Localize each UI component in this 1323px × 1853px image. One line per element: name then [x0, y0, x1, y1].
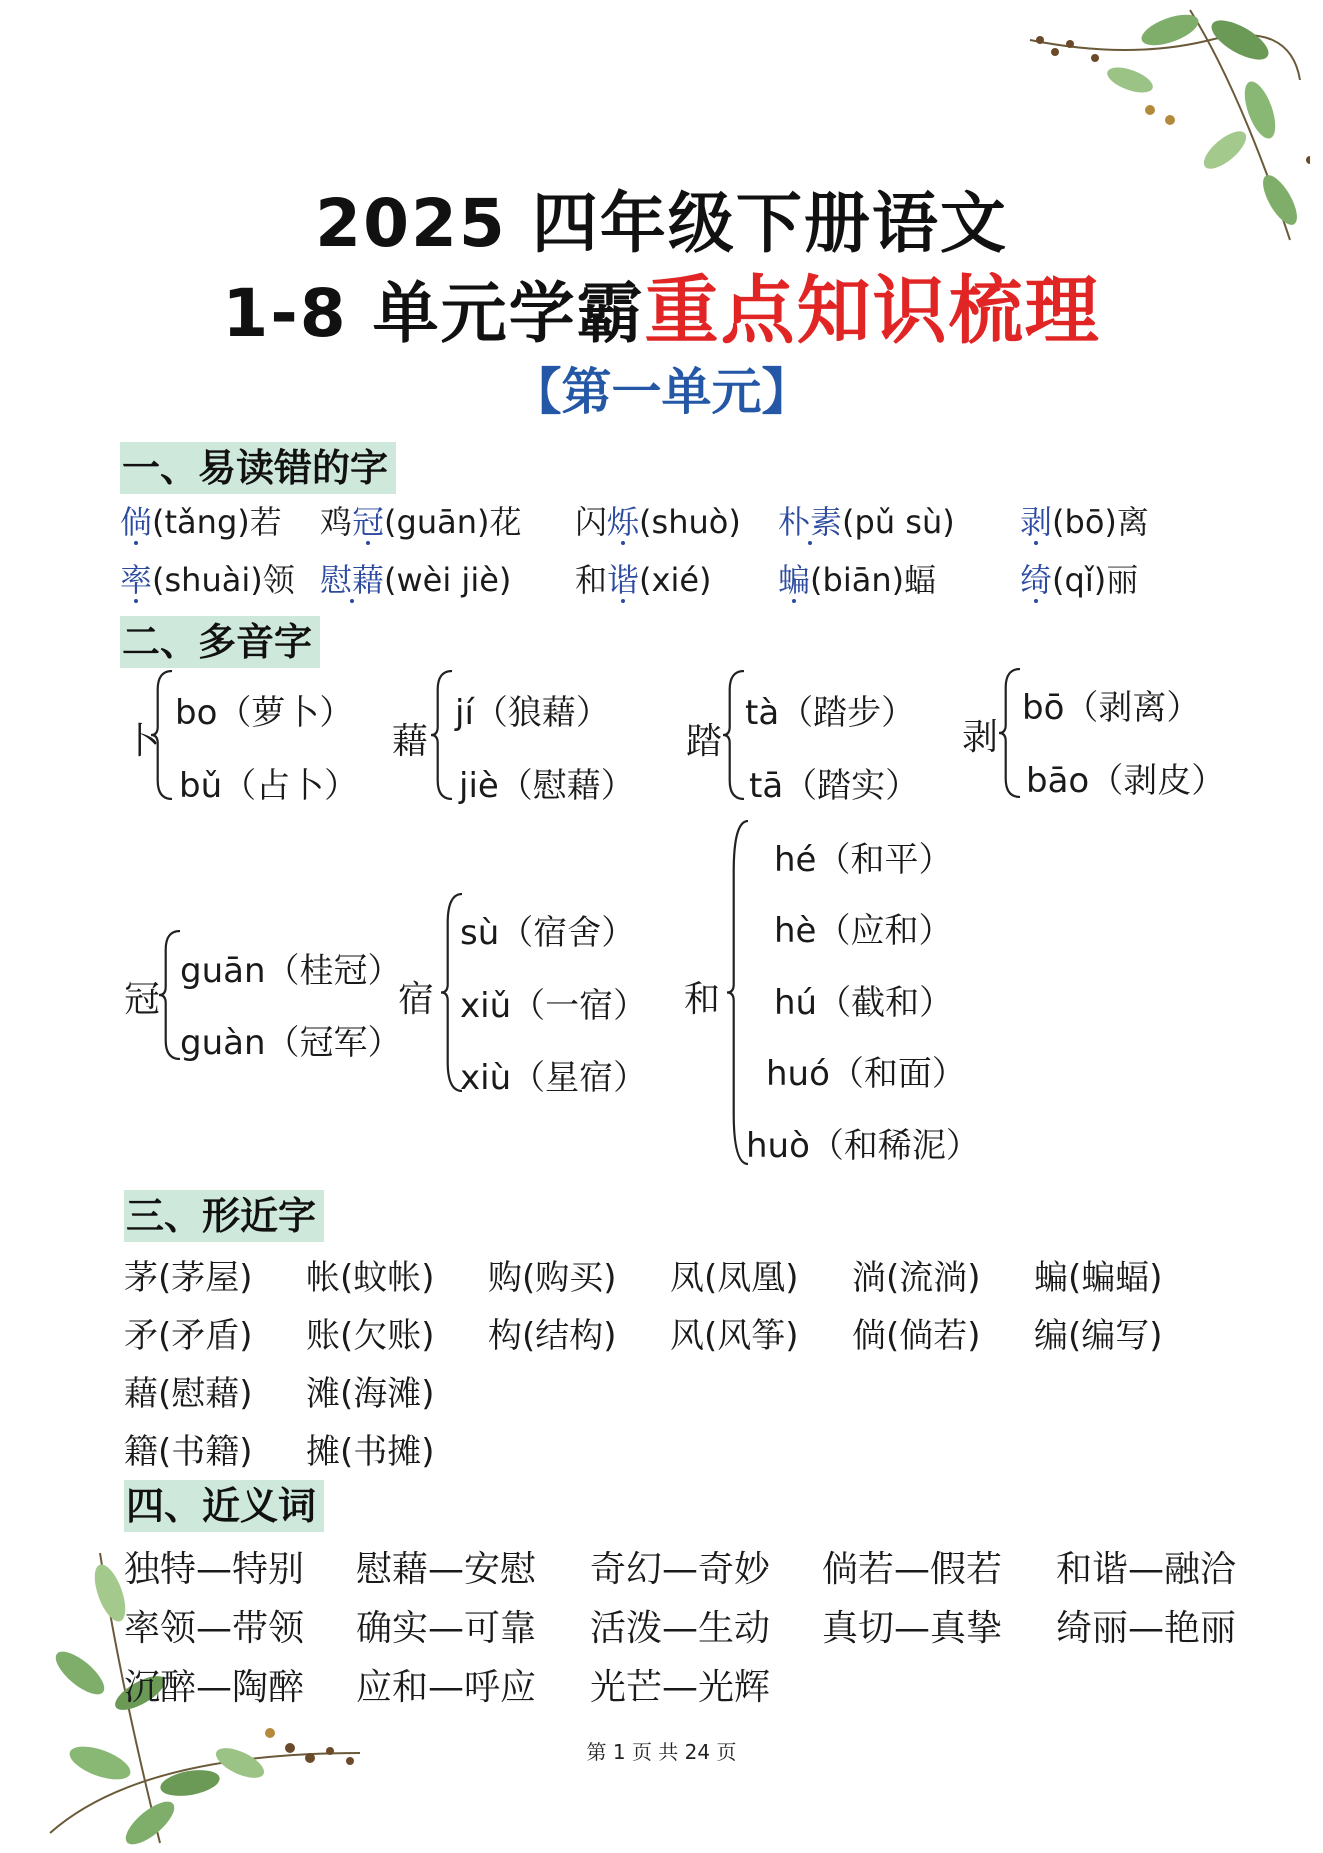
easy-word-item [1020, 560, 1138, 600]
word-suffix: 花 [489, 503, 522, 541]
polyphone-char: 和 [684, 979, 721, 1020]
similar-char-item: 风(风筝) [670, 1316, 799, 1356]
word-prefix: 闪 [575, 503, 608, 541]
synonym-pair: 独特—特别 [124, 1549, 305, 1590]
polyphone-reading: guān（桂冠） [180, 951, 402, 991]
polyphone-reading: bāo（剥皮） [1026, 761, 1226, 801]
word-suffix: 若 [249, 503, 282, 541]
curly-brace-icon [158, 930, 180, 1060]
polyphone-char: 冠 [124, 979, 161, 1020]
polyphone-reading: guàn（冠军） [180, 1023, 402, 1063]
curly-brace-icon [440, 893, 462, 1092]
easy-word-item [1020, 502, 1149, 542]
polyphone-char: 宿 [398, 979, 435, 1020]
target-char: 倘 [120, 503, 153, 541]
polyphone-reading: tà（踏步） [745, 693, 916, 733]
pinyin: (shuài) [152, 561, 263, 599]
easy-word-item [120, 502, 282, 542]
section-heading-easy-words: 一、易读错的字 [120, 442, 396, 494]
synonym-pair: 率领—带领 [124, 1608, 305, 1649]
polyphone-reading: huó（和面） [766, 1054, 966, 1094]
similar-char-item: 凤(凤凰) [670, 1258, 799, 1298]
pinyin: (xié) [639, 561, 712, 599]
target-char: 剥 [1020, 503, 1053, 541]
pinyin: (qǐ) [1052, 561, 1107, 599]
page-title-line1: 2025 四年级下册语文 [315, 185, 1008, 262]
synonym-pair: 和谐—融洽 [1056, 1549, 1237, 1590]
pinyin: (pǔ sù) [842, 503, 955, 541]
polyphone-reading: huò（和稀泥） [746, 1126, 980, 1166]
target-char: 谐 [607, 561, 640, 599]
polyphone-reading: tā（踏实） [749, 766, 920, 806]
polyphone-char: 卜 [124, 721, 161, 762]
similar-char-item: 矛(矛盾) [124, 1316, 253, 1356]
word-prefix: 鸡 [320, 503, 353, 541]
easy-word-item [575, 560, 712, 600]
polyphone-reading: hé（和平） [774, 840, 953, 880]
section-heading-polyphones: 二、多音字 [120, 616, 320, 668]
polyphone-reading: bo（萝卜） [175, 693, 354, 733]
word-suffix: 领 [262, 561, 295, 599]
page-footer: 第 1 页 共 24 页 [586, 1740, 737, 1764]
easy-word-item [778, 502, 955, 542]
similar-char-item: 籍(书籍) [124, 1432, 253, 1472]
polyphone-char: 藉 [392, 721, 429, 762]
word-suffix: 丽 [1106, 561, 1139, 599]
similar-char-item: 藉(慰藉) [124, 1374, 253, 1414]
synonym-pair: 奇幻—奇妙 [590, 1549, 771, 1590]
synonym-pair: 光芒—光辉 [590, 1667, 771, 1708]
pinyin: (biān) [810, 561, 905, 599]
target-char: 烁 [607, 503, 640, 541]
synonym-pair: 活泼—生动 [590, 1608, 771, 1649]
polyphone-reading: xiù（星宿） [460, 1058, 648, 1098]
easy-word-item [575, 502, 741, 542]
similar-char-item: 账(欠账) [306, 1316, 435, 1356]
page-title-line2 [0, 252, 1323, 358]
pinyin: (bō) [1052, 503, 1117, 541]
synonym-pair: 真切—真挚 [822, 1608, 1003, 1649]
easy-word-item [120, 560, 295, 600]
polyphone-char: 踏 [686, 721, 723, 762]
synonym-pair: 绮丽—艳丽 [1056, 1608, 1237, 1649]
polyphone-reading: jí（狼藉） [455, 693, 610, 733]
pinyin: (tǎng) [152, 503, 250, 541]
synonym-pair: 应和—呼应 [356, 1667, 537, 1708]
synonym-pair: 倘若—假若 [822, 1549, 1003, 1590]
easy-word-item [320, 560, 511, 600]
easy-word-item [320, 502, 522, 542]
similar-char-item: 滩(海滩) [306, 1374, 435, 1414]
similar-char-item: 帐(蚊帐) [306, 1258, 435, 1298]
unit-heading: 【第一单元】 [511, 363, 812, 421]
easy-word-item [778, 560, 936, 600]
target-char: 慰藉 [320, 561, 385, 599]
similar-char-item: 编(编写) [1034, 1316, 1163, 1356]
pinyin: (guān) [384, 503, 490, 541]
curly-brace-icon [430, 670, 452, 800]
similar-char-item: 摊(书摊) [306, 1432, 435, 1472]
polyphone-reading: bǔ（占卜） [179, 766, 359, 806]
polyphone-char: 剥 [962, 717, 999, 758]
title-red-part: 重点知识梳理 [644, 268, 1101, 354]
pinyin: (shuò) [639, 503, 741, 541]
section-heading-synonyms: 四、近义词 [124, 1480, 324, 1532]
word-suffix: 离 [1116, 503, 1149, 541]
title-black-part: 1-8 单元学霸 [222, 275, 645, 352]
synonym-pair: 确实—可靠 [356, 1608, 537, 1649]
similar-char-item: 蝙(蝙蝠) [1034, 1258, 1163, 1298]
synonym-pair: 慰藉—安慰 [356, 1549, 537, 1590]
similar-char-item: 构(结构) [488, 1316, 617, 1356]
word-suffix: 蝠 [904, 561, 937, 599]
polyphone-reading: hè（应和） [774, 911, 953, 951]
similar-char-item: 淌(流淌) [852, 1258, 981, 1298]
polyphone-reading: hú（截和） [774, 983, 954, 1023]
polyphone-reading: bō（剥离） [1022, 688, 1201, 728]
target-char: 蝙 [778, 561, 811, 599]
similar-char-item: 茅(茅屋) [124, 1258, 253, 1298]
similar-char-item: 购(购买) [488, 1258, 617, 1298]
curly-brace-icon [150, 670, 172, 800]
target-char: 朴素 [778, 503, 843, 541]
word-prefix: 和 [575, 561, 608, 599]
pinyin: (wèi jiè) [384, 561, 512, 599]
similar-char-item: 倘(倘若) [852, 1316, 981, 1356]
polyphone-reading: jiè（慰藉） [459, 766, 635, 806]
polyphone-reading: sù（宿舍） [460, 913, 636, 953]
curly-brace-icon [726, 820, 748, 1165]
synonym-pair: 沉醉—陶醉 [124, 1667, 305, 1708]
polyphone-reading: xiǔ（一宿） [460, 986, 648, 1026]
target-char: 率 [120, 561, 153, 599]
target-char: 冠 [352, 503, 385, 541]
curly-brace-icon [998, 668, 1020, 798]
target-char: 绮 [1020, 561, 1053, 599]
curly-brace-icon [722, 670, 744, 800]
section-heading-similar: 三、形近字 [124, 1190, 324, 1242]
